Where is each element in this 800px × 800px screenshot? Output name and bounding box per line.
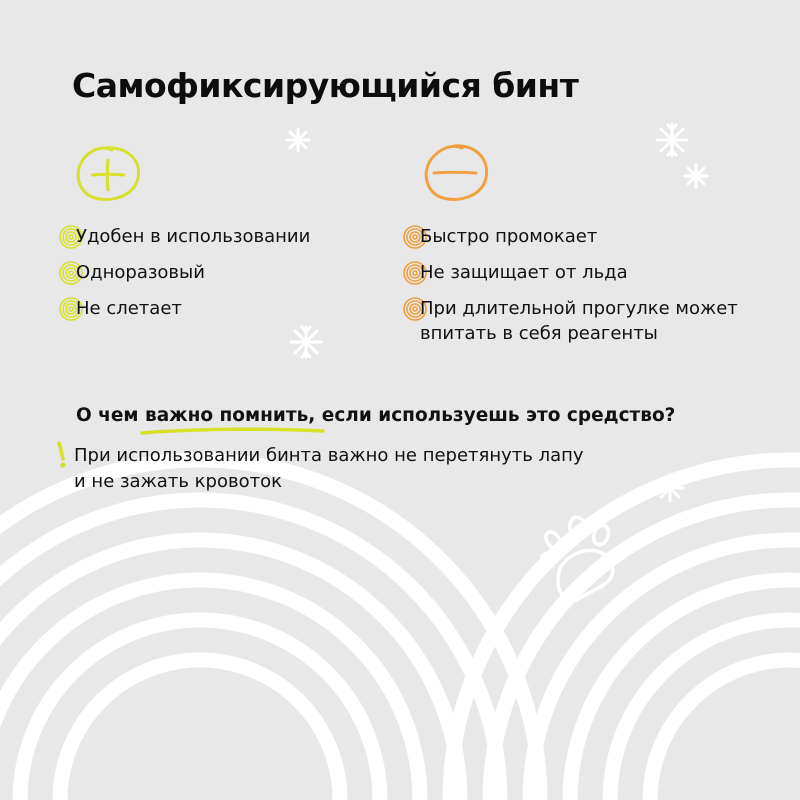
plus-circle-icon [66, 140, 146, 208]
list-item: Не слетает [58, 296, 398, 321]
arc-right-6 [650, 660, 800, 800]
snowflake-icon [287, 129, 309, 151]
snowflake-icon [685, 165, 707, 187]
arc-left-6 [60, 660, 340, 800]
question-highlight: важно помнить [144, 405, 309, 426]
list-item: Одноразовый [58, 260, 398, 285]
list-item: Удобен в использовании [58, 224, 398, 249]
minus-circle-icon [414, 140, 494, 208]
note-text: При использовании бинта важно не перетянуть лапу и не зажать кровоток [74, 445, 584, 492]
page-title: Самофиксирующийся бинт [72, 66, 579, 105]
highlight-underline [140, 425, 325, 439]
exclamation-icon [52, 440, 70, 470]
arc-left-5 [20, 620, 380, 800]
pros-list [58, 224, 398, 332]
list-item: Не защищает от льда [402, 260, 742, 285]
list-item: При длительной прогулке может впитать в себя реагенты [402, 296, 742, 346]
list-item: Быстро промокает [402, 224, 742, 249]
question-heading: О чем важно помнить, если используешь это средство? [76, 405, 676, 426]
snowflake-icon [657, 125, 687, 155]
cons-list [402, 224, 742, 357]
